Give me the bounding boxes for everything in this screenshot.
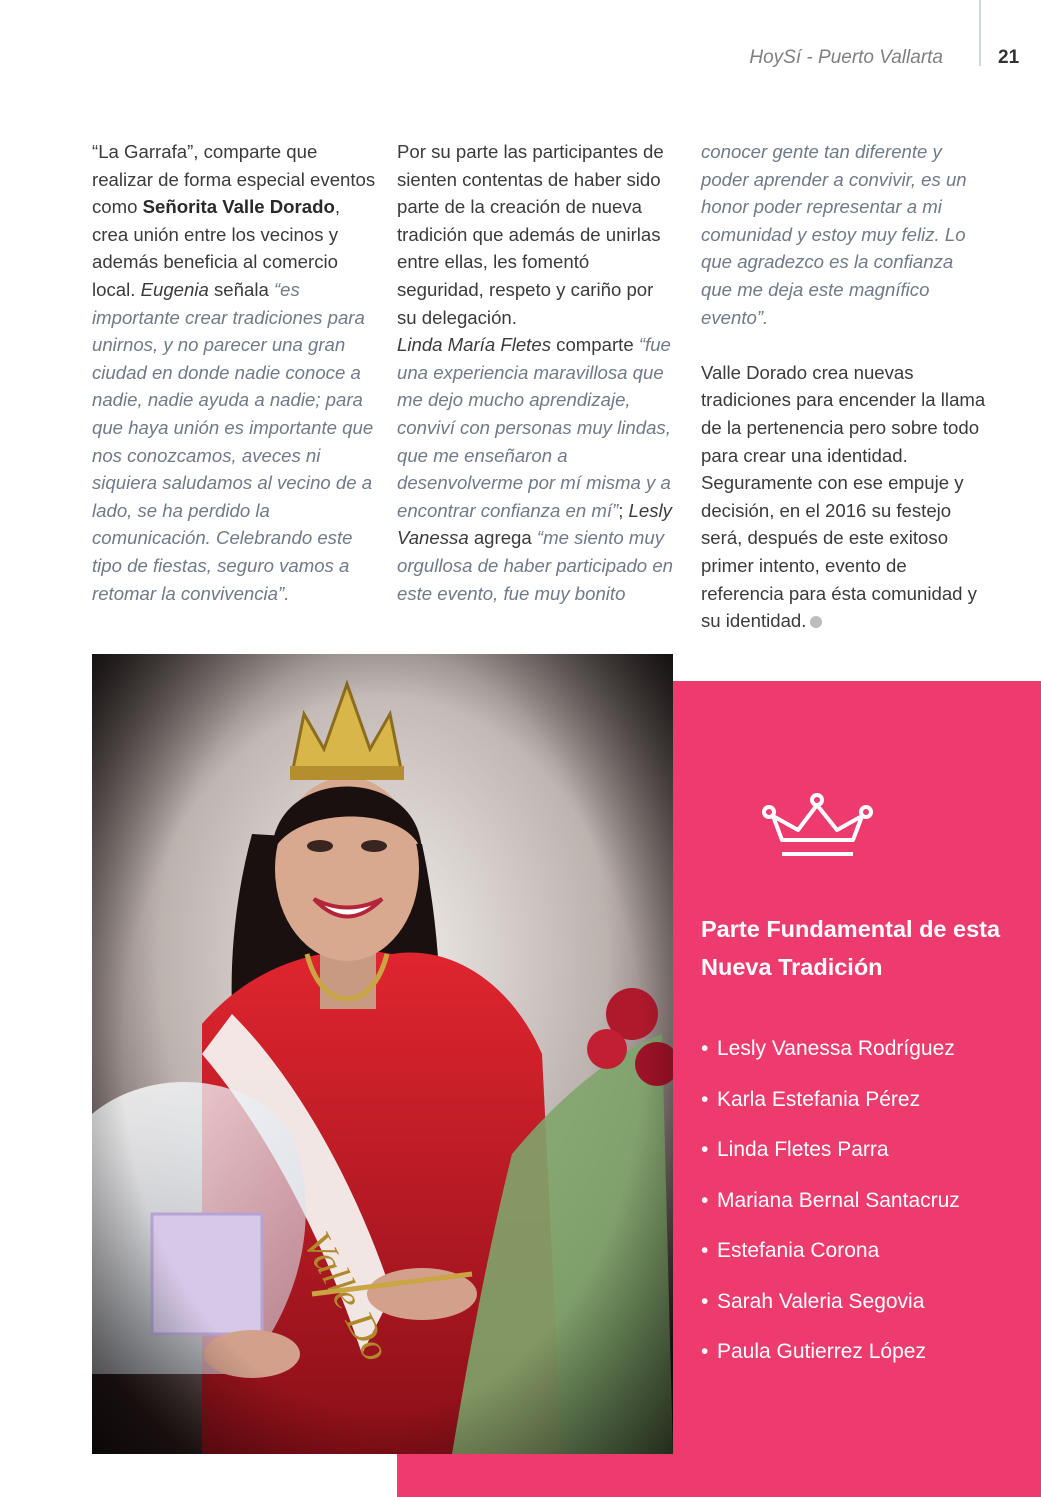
text-run: ;	[618, 499, 629, 521]
bullet: •	[701, 1138, 709, 1161]
text-run: , crea unión entre los vecinos y además beneficia al comercio local.	[92, 196, 341, 300]
list-item	[701, 1182, 960, 1233]
queen-photo-illustration	[92, 654, 673, 1454]
bullet: •	[701, 1340, 709, 1363]
list-item	[701, 1283, 960, 1334]
participant-name: Lesly Vanessa Rodríguez	[717, 1037, 955, 1060]
queen-photo	[92, 654, 673, 1454]
list-item	[701, 1333, 960, 1384]
article-column-2	[397, 138, 675, 607]
participant-name: Linda Fletes Parra	[717, 1138, 889, 1161]
participant-name: Sarah Valeria Segovia	[717, 1289, 925, 1313]
header-divider	[979, 0, 981, 66]
panel-heading: Parte Fundamental de esta Nueva Tradición	[701, 916, 1001, 980]
participant-name: Karla Estefania Pérez	[717, 1087, 921, 1111]
text-run: señala	[208, 278, 274, 300]
text-run: “La Garrafa”, comparte que realizar de forma especial eventos como	[92, 141, 376, 218]
participant-name: Mariana Bernal Santacruz	[717, 1188, 960, 1212]
end-mark-icon	[810, 616, 822, 628]
speaker-name: Linda María Fletes	[397, 334, 551, 356]
bullet: •	[701, 1239, 709, 1262]
quote: “me siento muy orgullosa de haber participado en este evento, fue muy bonito	[397, 527, 674, 604]
paragraph-gap	[701, 331, 989, 359]
bullet: •	[701, 1188, 709, 1212]
list-item	[701, 1232, 960, 1283]
list-item	[701, 1030, 960, 1081]
column-1-paragraph	[92, 138, 376, 607]
quote: “fue una experiencia maravillosa que me dejo mucho aprendizaje, conviví con personas muy lindas, que me enseñaron a desenvolverme por mí misma y a encontrar confianza en mí”	[397, 334, 671, 521]
quote: “es importante crear tradiciones para unirnos, y no parecer una gran ciudad en donde nadie conoce a nadie, nadie ayuda a nadie; para que haya unión es importante que nos conozcamos, aveces ni siquiera saludamos al vecino de a lado, se ha perdido la comunicación. Celebrando este tipo de fiestas, seguro vamos a retomar la convivencia”.	[92, 278, 374, 604]
participant-name: Paula Gutierrez López	[717, 1340, 926, 1363]
text-run: comparte	[551, 334, 639, 356]
list-item	[701, 1081, 960, 1132]
publication-title: HoySí - Puerto Vallarta	[749, 47, 943, 68]
article-column-3	[701, 138, 989, 635]
text-run: agrega	[468, 527, 537, 549]
participant-name: Estefania Corona	[717, 1239, 880, 1262]
bullet: •	[701, 1087, 709, 1111]
column-3-paragraph	[701, 359, 989, 635]
column-2-paragraph-1: Por su parte las participantes de sienten contentas de haber sido parte de la creación de nueva tradición que además de unirlas entre ellas, les fomentó seguridad, respeto y cariño por su delegación.	[397, 141, 664, 328]
bullet: •	[701, 1037, 709, 1060]
text-run: Valle Dorado crea nuevas tradiciones para encender la llama de la pertenencia pero sobre todo para crear una identidad. Seguramente con ese empuje y decisión, en el 2016 su festejo será, después de este exitoso primer intento, evento de referencia para ésta comunidad y su identidad.	[701, 361, 986, 632]
column-2-paragraph-2	[397, 331, 675, 607]
column-3-quote: conocer gente tan diferente y poder aprender a convivir, es un honor poder representar a mi comunidad y estoy muy feliz. Lo que agradezco es la confianza que me deja este magnífico evento”.	[701, 141, 967, 328]
speaker-name: Lesly Vanessa	[397, 499, 672, 549]
article-column-1	[92, 138, 376, 607]
participants-list	[701, 1030, 960, 1384]
page-number: 21	[998, 47, 1020, 68]
event-name: Señorita Valle Dorado	[142, 196, 335, 218]
speaker-name: Eugenia	[140, 278, 209, 300]
list-item	[701, 1131, 960, 1182]
crown-icon	[760, 792, 875, 860]
bullet: •	[701, 1289, 709, 1313]
